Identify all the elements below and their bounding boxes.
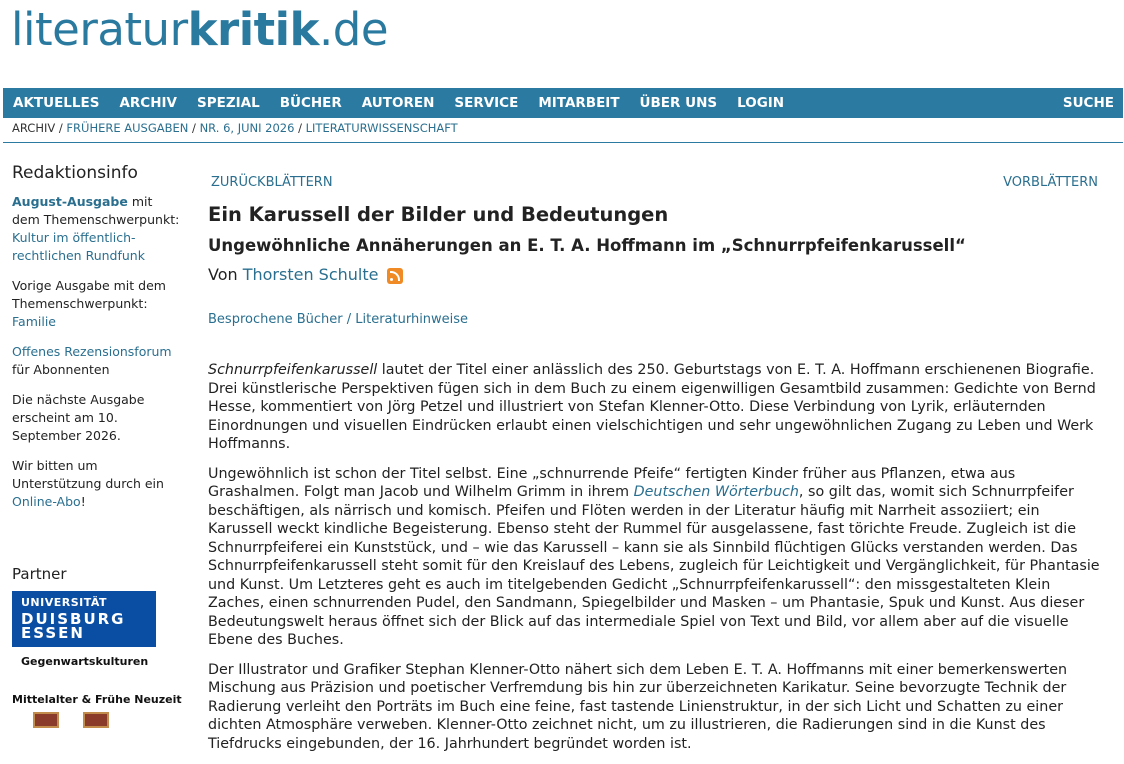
article-subtitle: Ungewöhnliche Annäherungen an E. T. A. Hoffmann im „Schnurrpfeifenkarussell“ — [208, 236, 966, 255]
thumbnail-image — [83, 712, 109, 728]
nav-item-aktuelles[interactable]: AKTUELLES — [13, 95, 100, 111]
paragraph-text: Ungewöhnlich ist schon der Titel selbst. Eine „schnurrende Pfeife“ fertigten Kinder früher aus Pflanzen, etwa aus Grashalmen. Folgt man Jacob und Wilhelm Grimm in ihrem — [208, 465, 1016, 500]
breadcrumb-separator: / — [294, 121, 306, 135]
article-pager — [208, 172, 1100, 194]
rss-icon[interactable] — [387, 268, 403, 284]
header-divider — [3, 142, 1123, 143]
article-paragraph — [208, 465, 1100, 650]
sidebar-heading: Redaktionsinfo — [12, 163, 138, 183]
paragraph-text: , so gilt das, womit sich Schnurrpfeifer beschäftigen, als närrisch und komisch. Pfeifen und Flöten werden in der Literatur häufig mit Narrheit assoziiert; ein Karussell weckt kindliche Begeisterung. Ebenso steht der Rummel für ausgelassene, fast törichte Freude. Zugleich ist die Schnurrpfeiferei ein Kunststück, und – wie das Karussell – kann sie als Sinnbild flüchtigen Glücks verstanden werden. Das Schnurrpfeifenkarussell steht somit für den Kreislauf des Lebens, zugleich für Leichtigkeit und Vergänglichkeit, für Phantasie und Kunst. Um Letzteres geht es auch im titelgebenden Gedicht „Schnurrpfeifenkarussell“: den missgestalteten Klein Zaches, einen schnurrenden Pudel, den Sandmann, Spiegelbilder und Masken – um Phantasie, Spuk und Kunst. Aus dieser Bedeutungswelt heraus öffnet sich der Blick auf das intermediale Spiel von Text und Bild, vor allem aber auf die visuelle Ebene des Buches. — [208, 484, 1100, 648]
breadcrumb-separator: / — [55, 121, 67, 135]
breadcrumb-archive[interactable]: ARCHIV — [12, 121, 56, 135]
nav-item-spezial[interactable]: SPEZIAL — [196, 95, 260, 111]
logo-part-3: .de — [319, 3, 389, 56]
partner-gegenwartskulturen[interactable]: Gegenwartskulturen — [21, 655, 149, 668]
partner-thumbnails[interactable] — [33, 712, 133, 728]
sidebar-text: Vorige Ausgabe mit dem Themenschwerpunkt: — [12, 278, 166, 311]
previous-topic-link[interactable]: Familie — [12, 314, 56, 329]
sidebar-text: mit dem Themenschwerpunkt: — [12, 194, 180, 227]
reviewed-books-link[interactable]: Besprochene Bücher / Literaturhinweise — [208, 312, 469, 327]
paragraph-text: lautet der Titel einer anlässlich des 250. Geburtstags von E. T. A. Hoffmann erschienenen Biografie. Drei künstlerische Perspektiven fügen sich in dem Buch zu einem eigenwilligen Gesamtbild zusammen: Gedichte von Bernd Hesse, kommentiert von Jörg Petzel und illustriert von Stefan Klenner-Otto. Diese Verbindung von Lyrik, erläuternden Einordnungen und visuellen Eindrücken erlaubt einen vielschichtigen und sehr ungewöhnlichen Zugang zu Leben und Werk Hoffmanns. — [208, 362, 1096, 452]
breadcrumb-separator: / — [188, 121, 200, 135]
sidebar — [12, 164, 182, 523]
sidebar-text: für Abonnenten — [12, 362, 110, 377]
breadcrumb — [12, 121, 458, 135]
article-paragraph: Der Illustrator und Grafiker Stephan Klenner-Otto nähert sich dem Leben E. T. A. Hoffmanns mit einer bemerkenswerten Mischung aus Präzision und poetischer Verfremdung bis hin zur überzeichneten Karikatur. Seine bevorzugte Technik der Radierung verleiht den Porträts im Buch eine feine, fast tastende Linienstruktur, in der sich Licht und Schatten zu einer dichten Atmosphäre verweben. Klenner-Otto zeichnet nicht, um zu illustrieren, die Radierungen sind in die Kunst des Tiefdrucks eingebunden, der 16. Jahrhundert begründet worden ist. — [208, 661, 1068, 752]
sidebar-forum — [12, 343, 182, 379]
partner-mittelalter[interactable]: Mittelalter & Frühe Neuzeit — [12, 693, 182, 706]
nav-item-mitarbeit[interactable]: MITARBEIT — [538, 95, 620, 111]
book-title: Schnurrpfeifenkarussell — [208, 362, 378, 378]
thumbnail-image — [33, 712, 59, 728]
university-logo[interactable] — [12, 591, 156, 647]
dictionary-link[interactable]: Deutschen Wörterbuch — [633, 484, 799, 500]
sidebar-text: ! — [80, 494, 86, 509]
article — [208, 172, 1100, 764]
sidebar-next-issue: Die nächste Ausgabe erscheint am 10. September 2026. — [12, 392, 145, 443]
logo-part-1: literatur — [11, 3, 188, 56]
uni-logo-line-2: DUISBURG — [21, 610, 126, 628]
online-abo-link[interactable]: Online-Abo — [12, 494, 81, 509]
breadcrumb-issue[interactable]: NR. 6, JUNI 2026 — [199, 121, 295, 135]
next-page-link[interactable]: VORBLÄTTERN — [1003, 175, 1098, 190]
august-issue-link[interactable]: August-Ausgabe — [12, 194, 128, 209]
nav-item-buecher[interactable]: BÜCHER — [279, 95, 342, 111]
current-topic-link[interactable]: Kultur im öffentlich-rechtlichen Rundfunk — [12, 230, 145, 263]
site-logo[interactable] — [11, 2, 388, 58]
main-navigation — [3, 88, 1123, 118]
nav-item-ueber-uns[interactable]: ÜBER UNS — [639, 95, 718, 111]
nav-item-archiv[interactable]: ARCHIV — [119, 95, 177, 111]
sidebar-text: Wir bitten um Unterstützung durch ein — [12, 458, 164, 491]
uni-logo-line-1: UNIVERSITÄT — [21, 596, 108, 609]
uni-logo-line-3: ESSEN — [21, 624, 85, 642]
prev-page-link[interactable]: ZURÜCKBLÄTTERN — [211, 175, 333, 190]
article-body — [208, 361, 1100, 753]
sidebar-current-issue — [12, 193, 182, 265]
search-link[interactable]: SUCHE — [1062, 95, 1114, 111]
article-byline — [208, 265, 1100, 284]
byline-prefix: Von — [208, 265, 243, 284]
article-paragraph — [208, 361, 1100, 454]
sidebar-previous-issue — [12, 277, 182, 331]
partner-heading: Partner — [12, 565, 67, 583]
article-title: Ein Karussell der Bilder und Bedeutungen — [208, 203, 669, 226]
sidebar-support — [12, 457, 182, 511]
breadcrumb-section[interactable]: LITERATURWISSENSCHAFT — [305, 121, 458, 135]
review-forum-link[interactable]: Offenes Rezensionsforum — [12, 344, 172, 359]
logo-part-2: kritik — [187, 3, 319, 56]
nav-item-autoren[interactable]: AUTOREN — [361, 95, 435, 111]
breadcrumb-earlier-issues[interactable]: FRÜHERE AUSGABEN — [66, 121, 189, 135]
nav-item-login[interactable]: LOGIN — [737, 95, 785, 111]
author-link[interactable]: Thorsten Schulte — [242, 265, 379, 284]
nav-item-service[interactable]: SERVICE — [454, 95, 519, 111]
